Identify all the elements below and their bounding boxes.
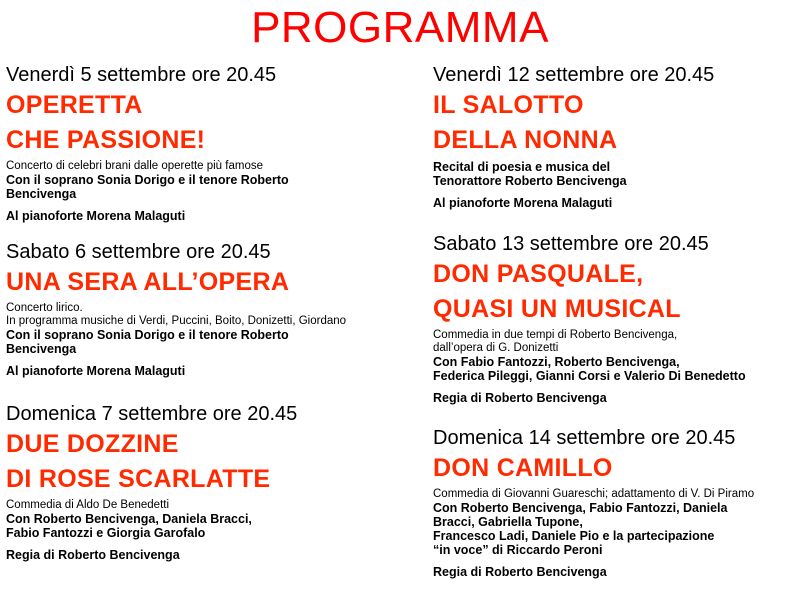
event-date: Venerdì 12 settembre ore 20.45 (433, 64, 715, 86)
event-description: Concerto lirico. (6, 302, 83, 314)
event-cast-line: “in voce” di Riccardo Peroni (433, 543, 603, 557)
event-4 (433, 64, 798, 210)
event-cast (6, 173, 406, 201)
event-description: Commedia in due tempi di Roberto Bencivenga, (433, 329, 678, 341)
event-description: dall’opera di G. Donizetti (433, 342, 559, 354)
event-cast-line: Bracci, Gabriella Tupone, (433, 515, 583, 529)
event-description: In programma musiche di Verdi, Puccini, Boito, Donizetti, Giordano (6, 315, 347, 327)
event-extra: Al pianoforte Morena Malaguti (6, 209, 186, 223)
event-cast-line: Federica Pileggi, Gianni Corsi e Valerio Di Benedetto (433, 369, 746, 383)
page-title: PROGRAMMA (251, 3, 549, 52)
event-cast-line: Con Fabio Fantozzi, Roberto Bencivenga, (433, 355, 680, 369)
event-date: Sabato 13 settembre ore 20.45 (433, 233, 709, 255)
event-extra: Al pianoforte Morena Malaguti (433, 196, 613, 210)
event-cast-line: Bencivenga (6, 187, 77, 201)
event-description: Commedia di Giovanni Guareschi; adattamento di V. Di Piramo (433, 488, 755, 500)
event-5 (433, 233, 798, 405)
event-title (6, 427, 406, 497)
event-title (6, 88, 406, 158)
event-extra: Regia di Roberto Bencivenga (6, 548, 180, 562)
event-cast (433, 501, 798, 557)
event-title-line: UNA SERA ALL’OPERA (6, 268, 290, 296)
event-cast-line: Fabio Fantozzi e Giorgia Garofalo (6, 526, 206, 540)
event-title (6, 265, 406, 300)
event-cast (6, 328, 406, 356)
event-date: Domenica 7 settembre ore 20.45 (6, 403, 298, 425)
event-title-line: DON CAMILLO (433, 454, 613, 482)
event-cast (433, 355, 798, 383)
event-cast-line: Bencivenga (6, 342, 77, 356)
event-title (433, 451, 798, 486)
event-cast-line: Tenorattore Roberto Bencivenga (433, 174, 627, 188)
event-extra: Regia di Roberto Bencivenga (433, 391, 607, 405)
event-description: Concerto di celebri brani dalle operette più famose (6, 160, 263, 172)
event-description: Commedia di Aldo De Benedetti (6, 499, 170, 511)
event-title-line: DUE DOZZINE (6, 430, 179, 458)
event-date: Sabato 6 settembre ore 20.45 (6, 241, 271, 263)
event-extra: Regia di Roberto Bencivenga (433, 565, 607, 579)
event-extra: Al pianoforte Morena Malaguti (6, 364, 186, 378)
event-title (433, 88, 798, 158)
event-date: Venerdì 5 settembre ore 20.45 (6, 64, 277, 86)
event-title-line: QUASI UN MUSICAL (433, 295, 681, 323)
event-2 (6, 241, 406, 378)
event-3 (6, 403, 406, 562)
event-cast-line: Con il soprano Sonia Dorigo e il tenore Roberto (6, 328, 289, 342)
event-6 (433, 427, 798, 579)
event-cast-line: Con il soprano Sonia Dorigo e il tenore Roberto (6, 173, 289, 187)
event-cast-line: Francesco Ladi, Daniele Pio e la partecipazione (433, 529, 715, 543)
event-title-line: DELLA NONNA (433, 126, 618, 154)
event-title-line: DON PASQUALE, (433, 260, 644, 288)
event-title-line: DI ROSE SCARLATTE (6, 465, 271, 493)
event-title (433, 257, 798, 327)
event-cast (6, 512, 406, 540)
event-title-line: OPERETTA (6, 91, 143, 119)
event-cast-line: Con Roberto Bencivenga, Fabio Fantozzi, Daniela (433, 501, 728, 515)
event-title-line: IL SALOTTO (433, 91, 584, 119)
event-title-line: CHE PASSIONE! (6, 126, 206, 154)
event-cast-line: Recital di poesia e musica del (433, 160, 611, 174)
event-cast (433, 160, 798, 188)
event-cast-line: Con Roberto Bencivenga, Daniela Bracci, (6, 512, 252, 526)
event-1 (6, 64, 406, 223)
event-date: Domenica 14 settembre ore 20.45 (433, 427, 736, 449)
